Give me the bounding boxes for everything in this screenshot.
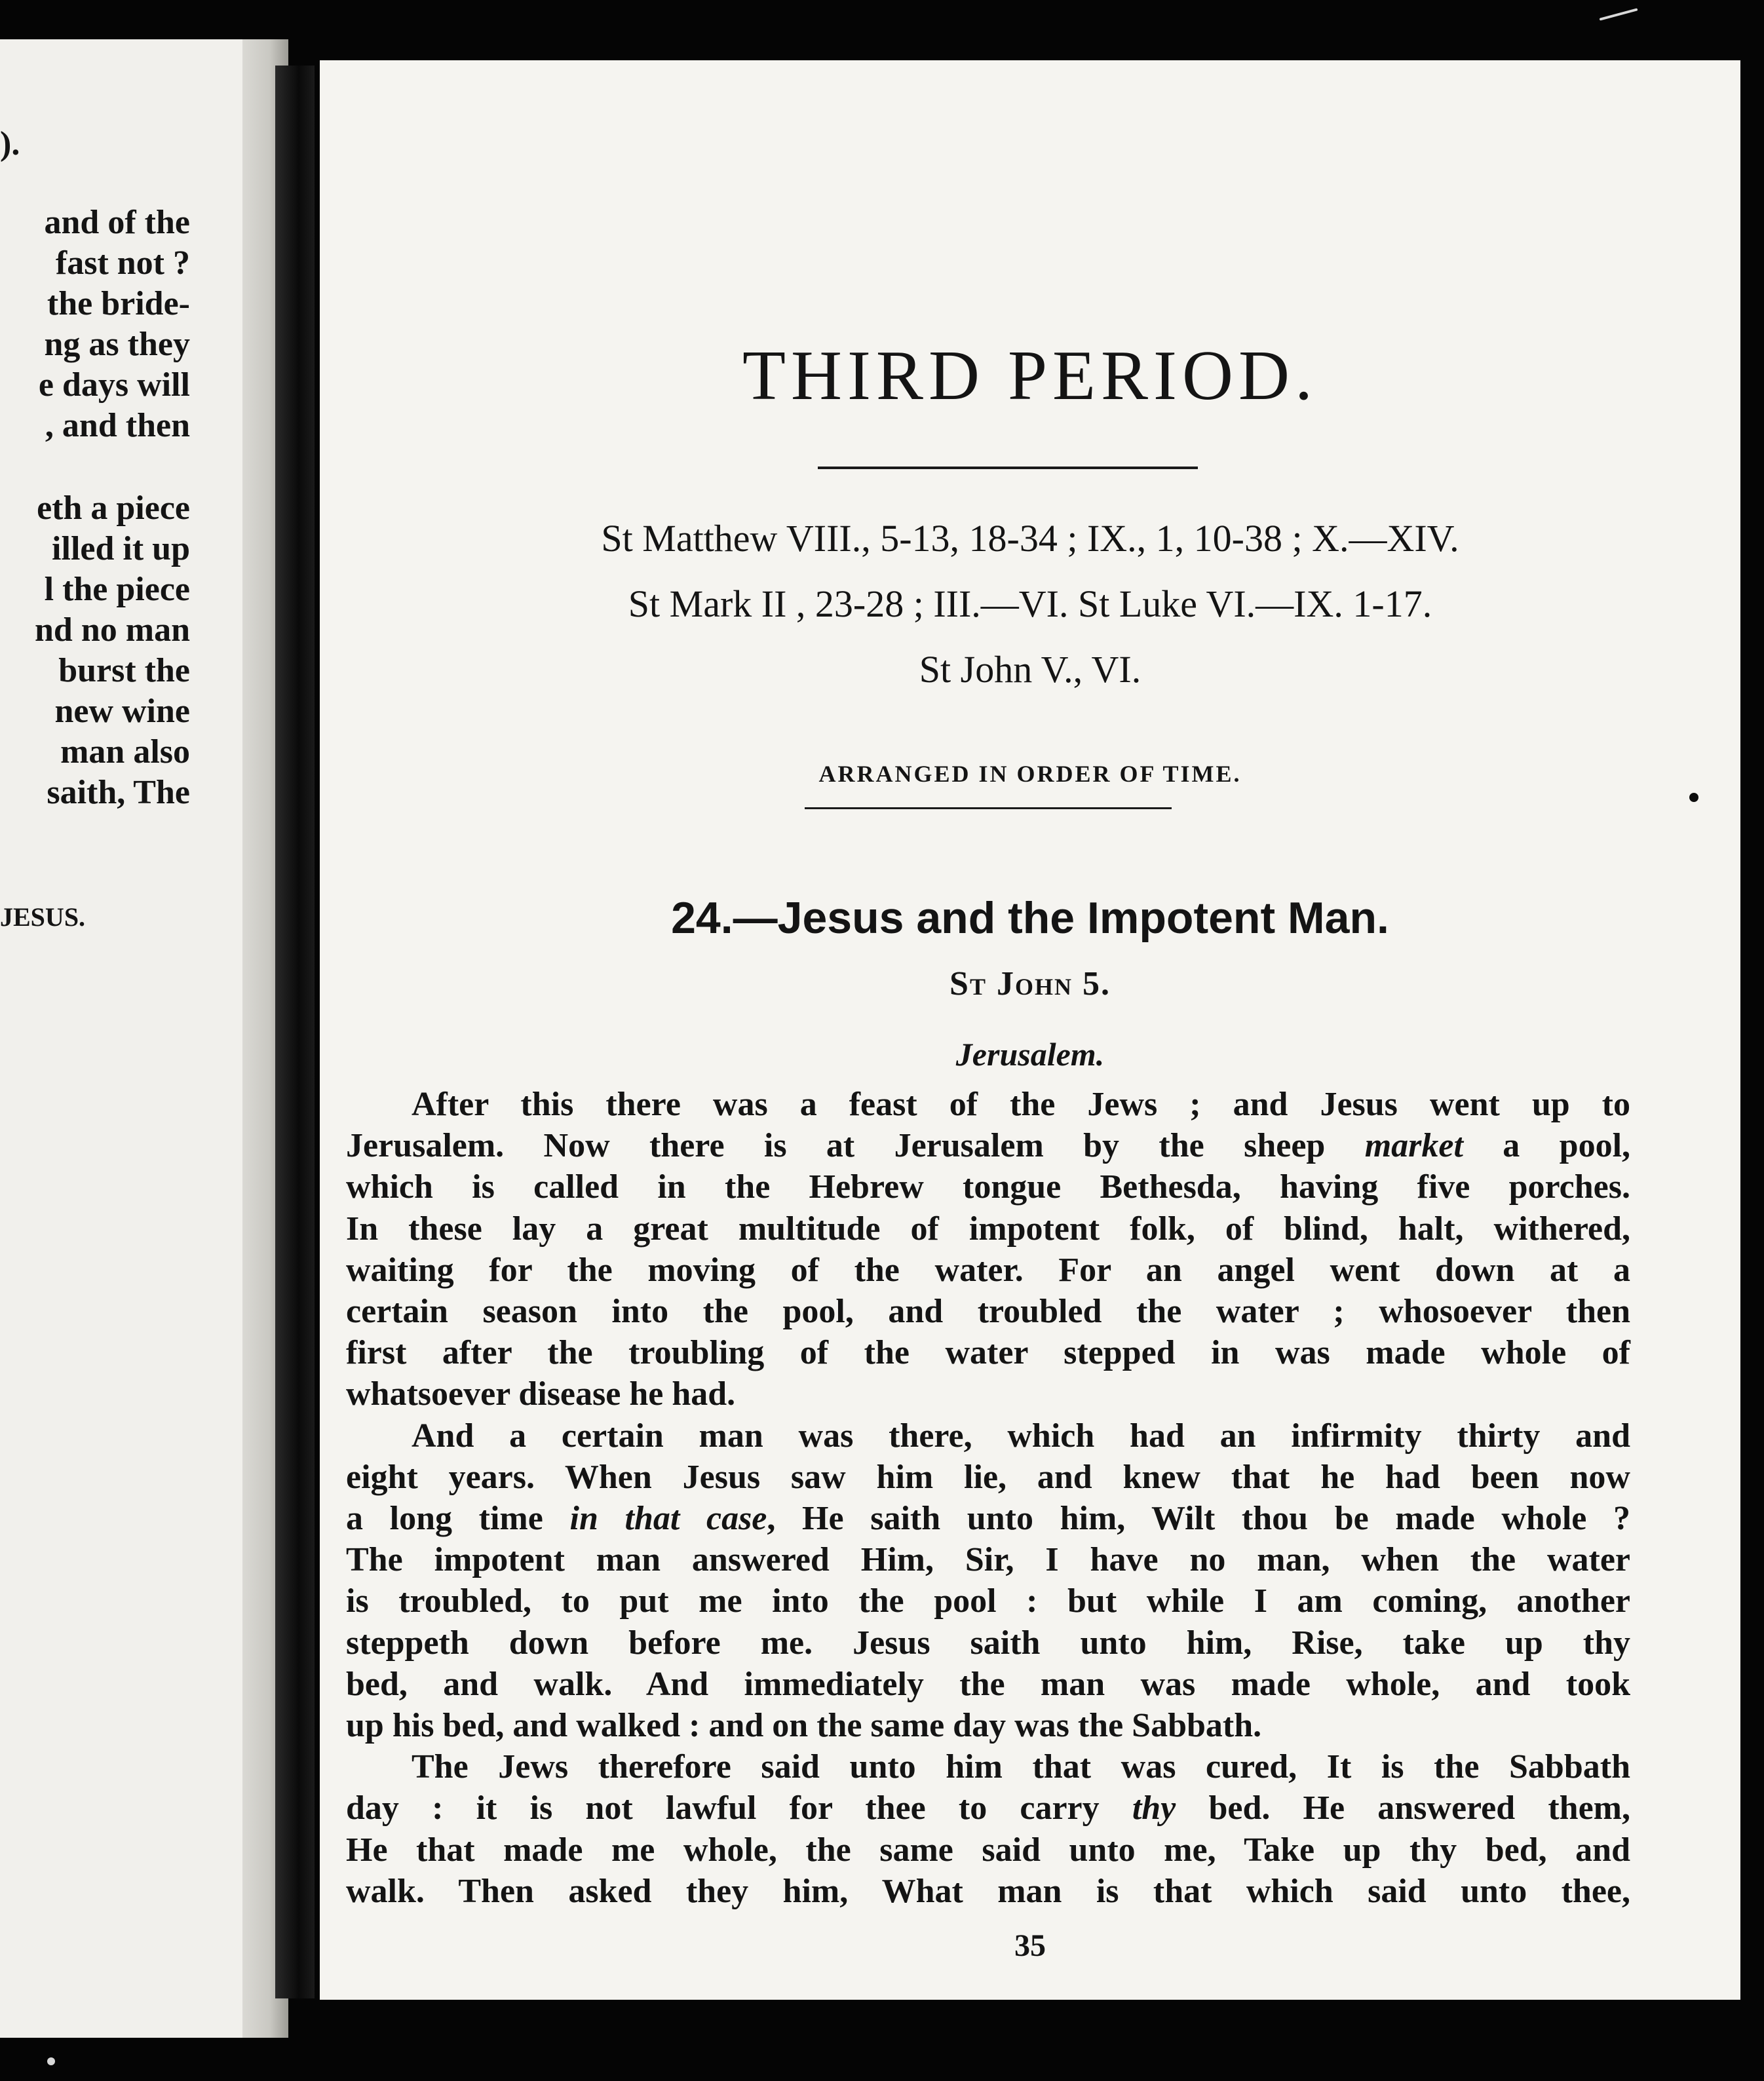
text-line: The impotent man answered Him, Sir, I have no man, when the water bbox=[346, 1541, 1630, 1579]
left-page-line: JESUS. bbox=[0, 902, 86, 932]
text-line bbox=[346, 1787, 1630, 1829]
left-page-line: illed it up bbox=[52, 530, 190, 567]
text-line: The Jews therefore said unto him that was cured, It is the Sabbath bbox=[412, 1748, 1630, 1786]
text-run: a long time bbox=[346, 1500, 570, 1538]
text-line: certain season into the pool, and troubled the water ; whosoever then bbox=[346, 1293, 1630, 1331]
left-page-line: and of the bbox=[44, 204, 190, 241]
scan-scratch bbox=[1600, 8, 1638, 20]
period-title: THIRD PERIOD. bbox=[742, 337, 1318, 415]
body-text bbox=[346, 1084, 1630, 1912]
text-line: And a certain man was there, which had an infirmity thirty and bbox=[412, 1417, 1630, 1455]
scripture-references-line-2: St Mark II , 23-28 ; III.—VI. St Luke VI.—IX. 1-17. bbox=[628, 582, 1432, 625]
left-page-line: saith, The bbox=[47, 774, 190, 811]
left-page-line: nd no man bbox=[35, 611, 190, 649]
text-line: waiting for the moving of the water. For an angel went down at a bbox=[346, 1251, 1630, 1289]
italic-word: market bbox=[1364, 1127, 1463, 1165]
text-line: is troubled, to put me into the pool : but while I am coming, another bbox=[346, 1582, 1630, 1620]
text-run: a pool, bbox=[1463, 1127, 1631, 1165]
text-line: bed, and walk. And immediately the man was made whole, and took bbox=[346, 1665, 1630, 1703]
left-page-line: ). bbox=[0, 125, 20, 162]
book-gutter bbox=[275, 66, 315, 1998]
left-page-line: burst the bbox=[58, 652, 190, 689]
text-run: bed. He answered them, bbox=[1176, 1789, 1630, 1827]
italic-phrase: in that case bbox=[569, 1500, 767, 1538]
text-line: steppeth down before me. Jesus saith unto him, Rise, take up thy bbox=[346, 1624, 1630, 1662]
scripture-references-line-3: St John V., VI. bbox=[919, 648, 1141, 691]
text-line bbox=[346, 1498, 1630, 1539]
text-run: , He saith unto him, Wilt thou be made whole ? bbox=[767, 1500, 1631, 1538]
text-line: up his bed, and walked : and on the same day was the Sabbath. bbox=[346, 1707, 1262, 1745]
text-line: After this there was a feast of the Jews ; and Jesus went up to bbox=[412, 1086, 1630, 1123]
text-line: In these lay a great multitude of impotent folk, of blind, halt, withered, bbox=[346, 1210, 1630, 1248]
left-page-line: e days will bbox=[38, 366, 190, 404]
italic-word: thy bbox=[1132, 1789, 1176, 1827]
section-place: Jerusalem. bbox=[955, 1036, 1105, 1073]
section-rule bbox=[805, 807, 1172, 809]
left-page-line: fast not ? bbox=[55, 244, 190, 282]
page-content bbox=[320, 60, 1740, 2000]
left-page-line: ng as they bbox=[44, 326, 190, 363]
left-page-line: , and then bbox=[45, 407, 190, 444]
left-page-line: eth a piece bbox=[37, 489, 190, 527]
scan-speck bbox=[1689, 793, 1698, 802]
text-line: first after the troubling of the water stepped in was made whole of bbox=[346, 1334, 1630, 1372]
section-reference: St John 5. bbox=[949, 965, 1111, 1002]
arranged-note: ARRANGED IN ORDER OF TIME. bbox=[818, 761, 1242, 787]
scripture-references-line-1: St Matthew VIII., 5-13, 18-34 ; IX., 1, 10-38 ; X.—XIV. bbox=[601, 517, 1459, 560]
text-line bbox=[346, 1125, 1630, 1166]
right-page bbox=[320, 60, 1740, 2000]
section-title: 24.—Jesus and the Impotent Man. bbox=[671, 893, 1389, 943]
left-page bbox=[0, 39, 288, 2038]
text-run: day : it is not lawful for thee to carry bbox=[346, 1789, 1132, 1827]
title-rule bbox=[818, 467, 1198, 469]
text-line: whatsoever disease he had. bbox=[346, 1375, 736, 1413]
page-number: 35 bbox=[1014, 1928, 1046, 1963]
text-line: which is called in the Hebrew tongue Bethesda, having five porches. bbox=[346, 1168, 1630, 1206]
left-page-line: man also bbox=[60, 733, 190, 771]
left-page-line: the bride- bbox=[47, 285, 190, 322]
text-line: eight years. When Jesus saw him lie, and knew that he had been now bbox=[346, 1458, 1630, 1496]
scan-speck bbox=[47, 2057, 55, 2065]
text-line: walk. Then asked they him, What man is that which said unto thee, bbox=[346, 1872, 1630, 1910]
text-run: Jerusalem. Now there is at Jerusalem by the sheep bbox=[346, 1127, 1326, 1165]
text-line: He that made me whole, the same said unto me, Take up thy bed, and bbox=[346, 1831, 1630, 1869]
left-page-line: new wine bbox=[54, 693, 190, 730]
left-page-line: l the piece bbox=[44, 571, 190, 608]
